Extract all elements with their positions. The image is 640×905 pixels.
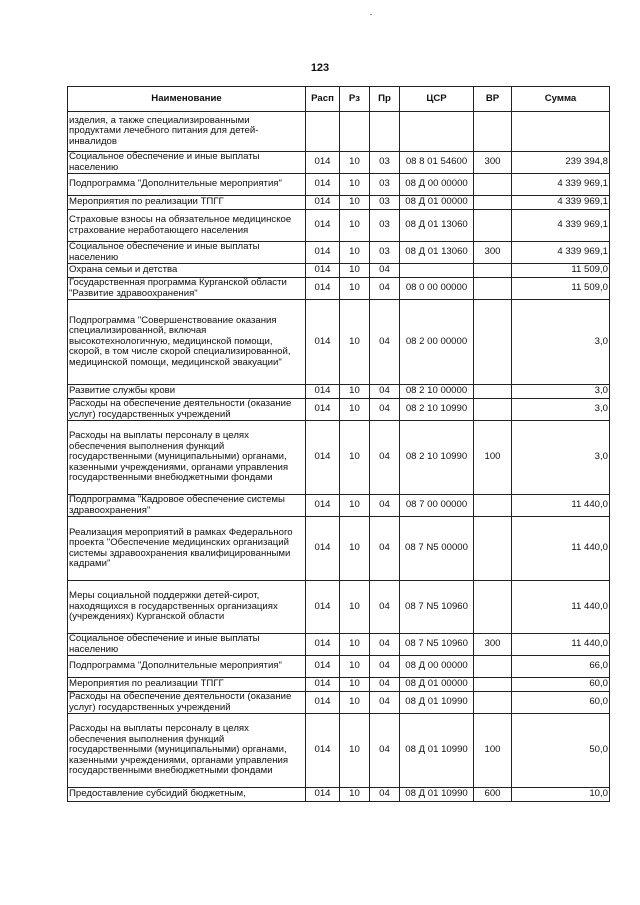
cell-pr: 03: [370, 210, 400, 242]
budget-table: [67, 86, 610, 802]
header-rasp: Расп: [306, 87, 340, 112]
cell-rasp: 014: [306, 692, 340, 714]
cell-vr: [474, 112, 512, 152]
header-csr: ЦСР: [400, 87, 474, 112]
cell-sum: 11 440,0: [512, 634, 610, 656]
cell-vr: [474, 656, 512, 678]
cell-vr: [474, 174, 512, 196]
cell-name: изделия, а также специализированными продуктами лечебного питания для детей-инвалидов: [68, 112, 306, 152]
cell-rasp: 014: [306, 278, 340, 300]
cell-name: Социальное обеспечение и иные выплаты населению: [68, 242, 306, 264]
cell-vr: [474, 692, 512, 714]
cell-sum: 11 440,0: [512, 517, 610, 581]
header-pr: Пр: [370, 87, 400, 112]
cell-rz: 10: [340, 196, 370, 210]
cell-csr: [400, 112, 474, 152]
cell-pr: 04: [370, 421, 400, 495]
table-header-row: [68, 87, 610, 112]
page-number: 123: [310, 62, 330, 74]
header-rz: Рз: [340, 87, 370, 112]
cell-csr: 08 2 10 10990: [400, 399, 474, 421]
cell-pr: 04: [370, 399, 400, 421]
cell-csr: 08 2 10 00000: [400, 385, 474, 399]
header-sum: Сумма: [512, 87, 610, 112]
cell-rz: 10: [340, 634, 370, 656]
cell-csr: 08 0 00 00000: [400, 278, 474, 300]
cell-rasp: 014: [306, 788, 340, 802]
cell-name: Охрана семьи и детства: [68, 264, 306, 278]
table-row: [68, 385, 610, 399]
cell-rz: 10: [340, 517, 370, 581]
cell-vr: [474, 385, 512, 399]
cell-rz: 10: [340, 678, 370, 692]
cell-sum: 11 509,0: [512, 264, 610, 278]
cell-sum: 239 394,8: [512, 152, 610, 174]
cell-sum: 11 440,0: [512, 495, 610, 517]
cell-rasp: 014: [306, 210, 340, 242]
cell-rz: 10: [340, 174, 370, 196]
cell-pr: 04: [370, 788, 400, 802]
cell-pr: 04: [370, 692, 400, 714]
cell-sum: 3,0: [512, 421, 610, 495]
cell-sum: 11 509,0: [512, 278, 610, 300]
table-row: [68, 264, 610, 278]
cell-pr: 04: [370, 517, 400, 581]
cell-sum: 3,0: [512, 300, 610, 385]
cell-rz: 10: [340, 788, 370, 802]
cell-vr: 100: [474, 714, 512, 788]
cell-pr: 04: [370, 656, 400, 678]
cell-csr: 08 Д 00 00000: [400, 656, 474, 678]
table-row: [68, 517, 610, 581]
cell-name: Страховые взносы на обязательное медицинское страхование неработающего населения: [68, 210, 306, 242]
cell-rasp: 014: [306, 517, 340, 581]
cell-sum: 4 339 969,1: [512, 242, 610, 264]
cell-vr: [474, 210, 512, 242]
cell-vr: [474, 196, 512, 210]
cell-vr: [474, 278, 512, 300]
table-row: [68, 152, 610, 174]
cell-sum: 10,0: [512, 788, 610, 802]
cell-pr: 03: [370, 174, 400, 196]
cell-pr: 04: [370, 278, 400, 300]
cell-rasp: 014: [306, 581, 340, 634]
cell-rz: 10: [340, 714, 370, 788]
scan-speck: [370, 14, 372, 15]
cell-rasp: 014: [306, 399, 340, 421]
cell-pr: 03: [370, 242, 400, 264]
cell-name: Подпрограмма "Дополнительные мероприятия": [68, 656, 306, 678]
cell-vr: 600: [474, 788, 512, 802]
cell-rasp: 014: [306, 678, 340, 692]
cell-name: Социальное обеспечение и иные выплаты населению: [68, 152, 306, 174]
table-row: [68, 399, 610, 421]
cell-vr: [474, 399, 512, 421]
cell-name: Государственная программа Курганской области "Развитие здравоохранения": [68, 278, 306, 300]
cell-vr: [474, 517, 512, 581]
cell-name: Подпрограмма "Совершенствование оказания специализированной, включая высокотехнологичную, медицинской помощи, скорой, в том числе скорой специализированной, медицинской помощи, медицинской эвакуации": [68, 300, 306, 385]
cell-rz: 10: [340, 692, 370, 714]
cell-sum: 3,0: [512, 399, 610, 421]
cell-rasp: 014: [306, 421, 340, 495]
cell-rasp: 014: [306, 174, 340, 196]
table-row: [68, 581, 610, 634]
cell-rasp: 014: [306, 634, 340, 656]
table-row: [68, 678, 610, 692]
cell-rz: 10: [340, 264, 370, 278]
cell-pr: 04: [370, 678, 400, 692]
cell-rasp: 014: [306, 656, 340, 678]
cell-pr: [370, 112, 400, 152]
cell-name: Расходы на обеспечение деятельности (оказание услуг) государственных учреждений: [68, 399, 306, 421]
cell-name: Подпрограмма "Кадровое обеспечение системы здравоохранения": [68, 495, 306, 517]
cell-csr: 08 2 00 00000: [400, 300, 474, 385]
cell-pr: 03: [370, 196, 400, 210]
cell-name: Меры социальной поддержки детей-сирот, находящихся в государственных организациях (учреждениях) Курганской области: [68, 581, 306, 634]
cell-rz: 10: [340, 210, 370, 242]
cell-sum: 4 339 969,1: [512, 196, 610, 210]
table-row: [68, 634, 610, 656]
table-row: [68, 300, 610, 385]
cell-name: Социальное обеспечение и иные выплаты населению: [68, 634, 306, 656]
cell-sum: 60,0: [512, 678, 610, 692]
cell-rasp: 014: [306, 196, 340, 210]
cell-sum: [512, 112, 610, 152]
cell-name: Расходы на выплаты персоналу в целях обеспечения выполнения функций государственными (муниципальными) органами, казенными учреждениями, органами управления государственными внебюджетными фондами: [68, 421, 306, 495]
table-row: [68, 278, 610, 300]
cell-name: Расходы на обеспечение деятельности (оказание услуг) государственных учреждений: [68, 692, 306, 714]
table-row: [68, 196, 610, 210]
cell-pr: 04: [370, 495, 400, 517]
cell-rasp: 014: [306, 300, 340, 385]
cell-csr: 08 Д 01 13060: [400, 210, 474, 242]
cell-rz: 10: [340, 242, 370, 264]
header-name: Наименование: [68, 87, 306, 112]
cell-pr: 04: [370, 264, 400, 278]
cell-vr: 300: [474, 152, 512, 174]
cell-name: Мероприятия по реализации ТПГГ: [68, 196, 306, 210]
cell-csr: [400, 264, 474, 278]
cell-name: Мероприятия по реализации ТПГГ: [68, 678, 306, 692]
cell-vr: [474, 581, 512, 634]
cell-rasp: 014: [306, 495, 340, 517]
cell-vr: [474, 678, 512, 692]
cell-rz: [340, 112, 370, 152]
cell-vr: 100: [474, 421, 512, 495]
cell-rasp: 014: [306, 152, 340, 174]
cell-rasp: 014: [306, 264, 340, 278]
cell-csr: 08 Д 01 10990: [400, 692, 474, 714]
cell-csr: 08 Д 01 10990: [400, 788, 474, 802]
cell-csr: 08 2 10 10990: [400, 421, 474, 495]
cell-csr: 08 7 N5 10960: [400, 634, 474, 656]
cell-sum: 4 339 969,1: [512, 210, 610, 242]
cell-vr: [474, 300, 512, 385]
cell-vr: 300: [474, 242, 512, 264]
cell-csr: 08 7 00 00000: [400, 495, 474, 517]
cell-sum: 11 440,0: [512, 581, 610, 634]
cell-rz: 10: [340, 152, 370, 174]
cell-rz: 10: [340, 399, 370, 421]
cell-sum: 60,0: [512, 692, 610, 714]
cell-rz: 10: [340, 300, 370, 385]
cell-csr: 08 Д 01 13060: [400, 242, 474, 264]
table-row: [68, 112, 610, 152]
cell-rasp: 014: [306, 242, 340, 264]
cell-vr: 300: [474, 634, 512, 656]
cell-csr: 08 Д 01 00000: [400, 678, 474, 692]
cell-csr: 08 Д 01 10990: [400, 714, 474, 788]
cell-name: Подпрограмма "Дополнительные мероприятия": [68, 174, 306, 196]
cell-rasp: [306, 112, 340, 152]
cell-csr: 08 7 N5 10960: [400, 581, 474, 634]
cell-name: Развитие службы крови: [68, 385, 306, 399]
cell-name: Расходы на выплаты персоналу в целях обеспечения выполнения функций государственными (муниципальными) органами, казенными учреждениями, органами управления государственными внебюджетными фондами: [68, 714, 306, 788]
cell-pr: 04: [370, 714, 400, 788]
cell-sum: 50,0: [512, 714, 610, 788]
table-row: [68, 210, 610, 242]
cell-vr: [474, 495, 512, 517]
table-row: [68, 495, 610, 517]
cell-csr: 08 Д 01 00000: [400, 196, 474, 210]
cell-pr: 03: [370, 152, 400, 174]
cell-sum: 4 339 969,1: [512, 174, 610, 196]
cell-name: Реализация мероприятий в рамках Федерального проекта "Обеспечение медицинских организаций системы здравоохранения квалифицированными кадрами": [68, 517, 306, 581]
cell-pr: 04: [370, 634, 400, 656]
cell-csr: 08 Д 00 00000: [400, 174, 474, 196]
cell-vr: [474, 264, 512, 278]
cell-rz: 10: [340, 495, 370, 517]
cell-rz: 10: [340, 421, 370, 495]
table-row: [68, 788, 610, 802]
cell-name: Предоставление субсидий бюджетным,: [68, 788, 306, 802]
cell-csr: 08 7 N5 00000: [400, 517, 474, 581]
table-row: [68, 692, 610, 714]
cell-sum: 66,0: [512, 656, 610, 678]
cell-rasp: 014: [306, 714, 340, 788]
cell-pr: 04: [370, 385, 400, 399]
table-row: [68, 421, 610, 495]
table-row: [68, 242, 610, 264]
table-row: [68, 174, 610, 196]
cell-sum: 3,0: [512, 385, 610, 399]
cell-pr: 04: [370, 581, 400, 634]
table-row: [68, 714, 610, 788]
header-vr: ВР: [474, 87, 512, 112]
cell-rz: 10: [340, 656, 370, 678]
table-row: [68, 656, 610, 678]
cell-pr: 04: [370, 300, 400, 385]
cell-rz: 10: [340, 385, 370, 399]
cell-rz: 10: [340, 278, 370, 300]
cell-rasp: 014: [306, 385, 340, 399]
cell-rz: 10: [340, 581, 370, 634]
cell-csr: 08 8 01 54600: [400, 152, 474, 174]
